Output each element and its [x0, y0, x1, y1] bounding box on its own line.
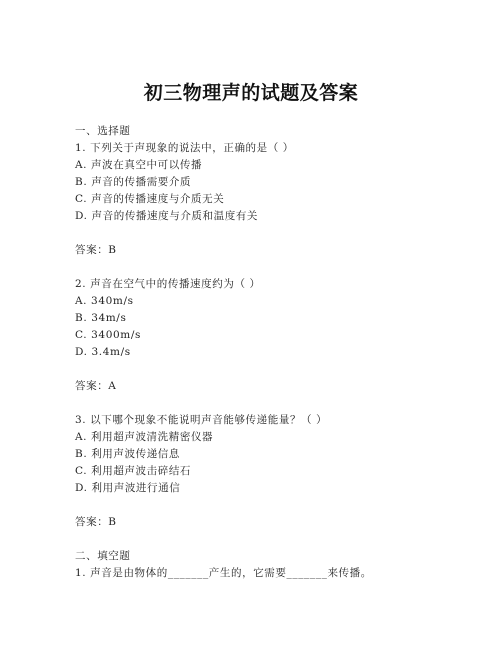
question-1-option-c: C. 声音的传播速度与介质无关	[75, 193, 225, 205]
question-2-option-d: D. 3.4m/s	[75, 346, 131, 358]
document-title: 初三物理声的试题及答案	[143, 82, 359, 104]
question-3-option-a: A. 利用超声波清洗精密仪器	[75, 431, 214, 443]
question-2-answer: 答案：A	[75, 380, 117, 392]
question-1-option-b: B. 声音的传播需要介质	[75, 176, 192, 188]
question-3-answer: 答案：B	[75, 516, 117, 528]
question-2-option-a: A. 340m/s	[75, 295, 134, 307]
question-3-option-b: B. 利用声波传递信息	[75, 448, 180, 460]
section-heading-choice: 一、选择题	[75, 125, 131, 137]
question-2-option-c: C. 3400m/s	[75, 329, 141, 341]
question-1-stem: 1. 下列关于声现象的说法中，正确的是（ ）	[75, 142, 294, 154]
section-heading-fill: 二、填空题	[75, 550, 131, 562]
question-2-stem: 2. 声音在空气中的传播速度约为（ ）	[75, 278, 261, 290]
question-3-stem: 3. 以下哪个现象不能说明声音能够传递能量？（ ）	[75, 414, 328, 426]
question-1-answer: 答案：B	[75, 244, 117, 256]
question-3-option-d: D. 利用声波进行通信	[75, 482, 181, 494]
question-2-option-b: B. 34m/s	[75, 312, 127, 324]
question-1-option-a: A. 声波在真空中可以传播	[75, 159, 203, 171]
question-1-option-d: D. 声音的传播速度与介质和温度有关	[75, 210, 259, 222]
question-3-option-c: C. 利用超声波击碎结石	[75, 465, 192, 477]
fill-question-1-stem: 1. 声音是由物体的_______产生的，它需要_______来传播。	[75, 567, 372, 579]
